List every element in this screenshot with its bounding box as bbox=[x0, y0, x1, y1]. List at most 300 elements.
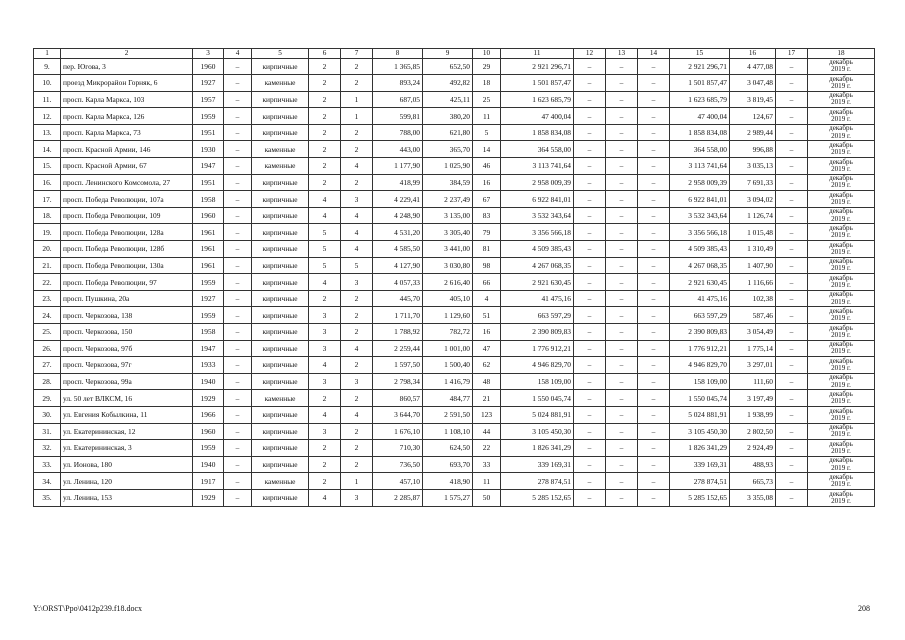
table-cell: просп. Черкозова, 97б bbox=[61, 340, 193, 357]
table-cell: 1927 bbox=[193, 290, 224, 307]
table-cell: – bbox=[574, 174, 606, 191]
table-cell: 1 bbox=[341, 473, 373, 490]
table-cell: 1 776 912,21 bbox=[501, 340, 574, 357]
table-cell: – bbox=[638, 174, 670, 191]
term-year: 2019 г. bbox=[831, 297, 851, 306]
table-cell: 1 858 834,08 bbox=[670, 124, 730, 141]
term-year: 2019 г. bbox=[831, 231, 851, 240]
table-cell: 5 bbox=[309, 224, 341, 241]
table-cell: ул. 50 лет ВЛКСМ, 16 bbox=[61, 390, 193, 407]
table-cell: 278 874,51 bbox=[501, 473, 574, 490]
table-cell: 29. bbox=[34, 390, 61, 407]
table-row bbox=[34, 473, 875, 490]
column-number: 6 bbox=[309, 49, 341, 59]
table-cell: 111,60 bbox=[730, 373, 776, 390]
table-cell: – bbox=[224, 373, 252, 390]
column-number: 9 bbox=[423, 49, 473, 59]
table-cell: 4 509 385,43 bbox=[501, 241, 574, 258]
table-cell: – bbox=[224, 191, 252, 208]
table-cell: 1930 bbox=[193, 141, 224, 158]
table-cell: кирпичные bbox=[252, 307, 309, 324]
column-number: 12 bbox=[574, 49, 606, 59]
column-number: 17 bbox=[776, 49, 808, 59]
table-cell: 3 819,45 bbox=[730, 91, 776, 108]
table-cell: 5 024 881,91 bbox=[670, 406, 730, 423]
table-cell: – bbox=[638, 456, 670, 473]
table-cell: – bbox=[224, 91, 252, 108]
table-cell: 3 035,13 bbox=[730, 158, 776, 175]
table-cell: 2 921 296,71 bbox=[670, 58, 730, 75]
table-cell: 2 bbox=[341, 58, 373, 75]
table-cell: кирпичные bbox=[252, 241, 309, 258]
term-month: декабрь bbox=[829, 240, 853, 249]
table-cell: – bbox=[638, 58, 670, 75]
table-cell: 4 bbox=[341, 340, 373, 357]
table-cell: 41 475,16 bbox=[670, 290, 730, 307]
completion-term-cell bbox=[808, 141, 875, 158]
table-cell: – bbox=[606, 241, 638, 258]
table-cell: 1 826 341,29 bbox=[670, 440, 730, 457]
table-cell: – bbox=[606, 108, 638, 125]
table-cell: 1 bbox=[341, 91, 373, 108]
table-cell: – bbox=[606, 406, 638, 423]
table-cell: – bbox=[574, 207, 606, 224]
table-cell: 1 623 685,79 bbox=[501, 91, 574, 108]
table-cell: – bbox=[638, 141, 670, 158]
table-cell: просп. Победа Революции, 109 bbox=[61, 207, 193, 224]
table-cell: 5 bbox=[309, 257, 341, 274]
table-cell: 339 169,31 bbox=[670, 456, 730, 473]
table-cell: 1958 bbox=[193, 191, 224, 208]
table-cell: – bbox=[776, 207, 808, 224]
column-number: 3 bbox=[193, 49, 224, 59]
table-cell: 17. bbox=[34, 191, 61, 208]
table-cell: 1966 bbox=[193, 406, 224, 423]
table-cell: 893,24 bbox=[373, 75, 423, 92]
table-cell: 2 924,49 bbox=[730, 440, 776, 457]
table-cell: просп. Победа Революции, 97 bbox=[61, 274, 193, 291]
term-year: 2019 г. bbox=[831, 430, 851, 439]
table-cell: – bbox=[224, 440, 252, 457]
table-cell: 33 bbox=[473, 456, 501, 473]
table-cell: 33. bbox=[34, 456, 61, 473]
table-cell: кирпичные bbox=[252, 124, 309, 141]
table-cell: – bbox=[776, 108, 808, 125]
table-cell: – bbox=[776, 406, 808, 423]
table-cell: – bbox=[574, 390, 606, 407]
table-cell: 1959 bbox=[193, 307, 224, 324]
table-cell: 1 310,49 bbox=[730, 241, 776, 258]
table-cell: – bbox=[776, 257, 808, 274]
table-cell: – bbox=[574, 290, 606, 307]
term-month: декабрь bbox=[829, 91, 853, 100]
table-cell: 25. bbox=[34, 324, 61, 341]
table-cell: – bbox=[776, 373, 808, 390]
table-cell: – bbox=[224, 257, 252, 274]
table-cell: 4 509 385,43 bbox=[670, 241, 730, 258]
table-cell: – bbox=[574, 489, 606, 506]
table-cell: – bbox=[574, 340, 606, 357]
table-cell: 19. bbox=[34, 224, 61, 241]
table-cell: – bbox=[638, 75, 670, 92]
table-row bbox=[34, 224, 875, 241]
table-cell: 22. bbox=[34, 274, 61, 291]
completion-term-cell bbox=[808, 489, 875, 506]
table-cell: – bbox=[224, 406, 252, 423]
table-cell: 2 237,49 bbox=[423, 191, 473, 208]
table-cell: 736,50 bbox=[373, 456, 423, 473]
table-cell: – bbox=[638, 290, 670, 307]
table-cell: – bbox=[638, 440, 670, 457]
table-cell: – bbox=[776, 357, 808, 374]
table-cell: 624,50 bbox=[423, 440, 473, 457]
table-cell: 1929 bbox=[193, 390, 224, 407]
table-cell: – bbox=[606, 473, 638, 490]
table-cell: – bbox=[574, 108, 606, 125]
table-cell: 2 bbox=[341, 290, 373, 307]
table-cell: 1917 bbox=[193, 473, 224, 490]
table-cell: – bbox=[638, 373, 670, 390]
table-cell: 1959 bbox=[193, 274, 224, 291]
table-cell: – bbox=[776, 75, 808, 92]
completion-term-cell bbox=[808, 224, 875, 241]
table-cell: 364 558,00 bbox=[670, 141, 730, 158]
table-row bbox=[34, 58, 875, 75]
table-cell: 693,70 bbox=[423, 456, 473, 473]
table-cell: 3 356 566,18 bbox=[670, 224, 730, 241]
table-cell: – bbox=[776, 456, 808, 473]
table-cell: 32. bbox=[34, 440, 61, 457]
table-cell: 27. bbox=[34, 357, 61, 374]
table-cell: 24. bbox=[34, 307, 61, 324]
term-month: декабрь bbox=[829, 58, 853, 67]
table-cell: 4 bbox=[341, 406, 373, 423]
table-cell: – bbox=[224, 174, 252, 191]
table-cell: 1940 bbox=[193, 373, 224, 390]
table-cell: – bbox=[776, 340, 808, 357]
term-month: декабрь bbox=[829, 157, 853, 166]
completion-term-cell bbox=[808, 390, 875, 407]
table-cell: – bbox=[638, 274, 670, 291]
table-cell: – bbox=[638, 324, 670, 341]
term-year: 2019 г. bbox=[831, 281, 851, 290]
table-cell: 3 135,00 bbox=[423, 207, 473, 224]
completion-term-cell bbox=[808, 357, 875, 374]
completion-term-cell bbox=[808, 324, 875, 341]
table-cell: 1 001,00 bbox=[423, 340, 473, 357]
table-cell: 1960 bbox=[193, 207, 224, 224]
column-number: 11 bbox=[501, 49, 574, 59]
table-cell: – bbox=[776, 473, 808, 490]
table-cell: – bbox=[638, 241, 670, 258]
table-cell: каменные bbox=[252, 158, 309, 175]
table-cell: – bbox=[224, 473, 252, 490]
table-cell: 83 bbox=[473, 207, 501, 224]
table-cell: 4 248,90 bbox=[373, 207, 423, 224]
table-cell: 3 441,00 bbox=[423, 241, 473, 258]
table-cell: 1951 bbox=[193, 174, 224, 191]
table-cell: 2 bbox=[309, 75, 341, 92]
table-cell: 1 788,92 bbox=[373, 324, 423, 341]
completion-term-cell bbox=[808, 58, 875, 75]
table-cell: кирпичные bbox=[252, 340, 309, 357]
table-cell: 4 267 068,35 bbox=[670, 257, 730, 274]
completion-term-cell bbox=[808, 257, 875, 274]
table-cell: 81 bbox=[473, 241, 501, 258]
table-cell: 1927 bbox=[193, 75, 224, 92]
table-cell: – bbox=[224, 324, 252, 341]
completion-term-cell bbox=[808, 124, 875, 141]
table-cell: 3 030,80 bbox=[423, 257, 473, 274]
table-cell: 44 bbox=[473, 423, 501, 440]
table-cell: 599,81 bbox=[373, 108, 423, 125]
table-cell: 1951 bbox=[193, 124, 224, 141]
table-cell: 687,05 bbox=[373, 91, 423, 108]
table-row bbox=[34, 274, 875, 291]
table-cell: 6 922 841,01 bbox=[501, 191, 574, 208]
table-cell: – bbox=[606, 158, 638, 175]
table-cell: каменные bbox=[252, 75, 309, 92]
table-cell: – bbox=[574, 124, 606, 141]
table-cell: 2 bbox=[309, 440, 341, 457]
table-cell: ул. Ленина, 153 bbox=[61, 489, 193, 506]
table-cell: 5 bbox=[341, 257, 373, 274]
table-cell: 1961 bbox=[193, 241, 224, 258]
term-month: декабрь bbox=[829, 190, 853, 199]
table-cell: – bbox=[638, 124, 670, 141]
table-cell: 380,20 bbox=[423, 108, 473, 125]
completion-term-cell bbox=[808, 75, 875, 92]
table-cell: – bbox=[574, 440, 606, 457]
term-month: декабрь bbox=[829, 456, 853, 465]
table-cell: – bbox=[224, 75, 252, 92]
table-cell: ул. Екатерининская, 12 bbox=[61, 423, 193, 440]
term-month: декабрь bbox=[829, 340, 853, 349]
table-cell: 4 bbox=[341, 224, 373, 241]
table-cell: 4 946 829,70 bbox=[501, 357, 574, 374]
table-cell: 5 bbox=[473, 124, 501, 141]
table-cell: 102,38 bbox=[730, 290, 776, 307]
table-cell: 1929 bbox=[193, 489, 224, 506]
table-cell: 22 bbox=[473, 440, 501, 457]
table-row bbox=[34, 390, 875, 407]
term-month: декабрь bbox=[829, 124, 853, 133]
term-month: декабрь bbox=[829, 174, 853, 183]
table-cell: 3 644,70 bbox=[373, 406, 423, 423]
table-cell: 3 532 343,64 bbox=[501, 207, 574, 224]
page-number: 208 bbox=[858, 604, 870, 613]
term-year: 2019 г. bbox=[831, 314, 851, 323]
column-number: 13 bbox=[606, 49, 638, 59]
table-row bbox=[34, 75, 875, 92]
table-cell: кирпичные bbox=[252, 91, 309, 108]
term-year: 2019 г. bbox=[831, 480, 851, 489]
table-row bbox=[34, 174, 875, 191]
completion-term-cell bbox=[808, 406, 875, 423]
table-cell: 66 bbox=[473, 274, 501, 291]
column-number: 7 bbox=[341, 49, 373, 59]
table-cell: – bbox=[776, 124, 808, 141]
term-year: 2019 г. bbox=[831, 181, 851, 190]
completion-term-cell bbox=[808, 340, 875, 357]
table-cell: 4 267 068,35 bbox=[501, 257, 574, 274]
table-cell: – bbox=[776, 307, 808, 324]
table-cell: – bbox=[638, 357, 670, 374]
table-cell: – bbox=[224, 241, 252, 258]
table-cell: 124,67 bbox=[730, 108, 776, 125]
table-cell: кирпичные bbox=[252, 423, 309, 440]
completion-term-cell bbox=[808, 307, 875, 324]
table-cell: 3 113 741,64 bbox=[670, 158, 730, 175]
table-cell: 384,59 bbox=[423, 174, 473, 191]
table-cell: 3 113 741,64 bbox=[501, 158, 574, 175]
table-cell: – bbox=[606, 91, 638, 108]
table-cell: 484,77 bbox=[423, 390, 473, 407]
table-cell: – bbox=[574, 473, 606, 490]
table-cell: 30. bbox=[34, 406, 61, 423]
table-cell: – bbox=[776, 174, 808, 191]
table-cell: – bbox=[638, 158, 670, 175]
table-cell: 1 623 685,79 bbox=[670, 91, 730, 108]
table-cell: 1 126,74 bbox=[730, 207, 776, 224]
table-cell: 782,72 bbox=[423, 324, 473, 341]
table-cell: 9. bbox=[34, 58, 61, 75]
table-cell: 1959 bbox=[193, 108, 224, 125]
table-cell: 2 390 809,83 bbox=[501, 324, 574, 341]
table-cell: – bbox=[606, 489, 638, 506]
table-cell: 5 bbox=[309, 241, 341, 258]
term-month: декабрь bbox=[829, 107, 853, 116]
column-number: 1 bbox=[34, 49, 61, 59]
table-row bbox=[34, 158, 875, 175]
table-cell: – bbox=[638, 191, 670, 208]
term-month: декабрь bbox=[829, 406, 853, 415]
table-cell: кирпичные bbox=[252, 174, 309, 191]
table-cell: – bbox=[638, 257, 670, 274]
table-cell: 587,46 bbox=[730, 307, 776, 324]
table-cell: – bbox=[606, 124, 638, 141]
table-cell: 2 616,40 bbox=[423, 274, 473, 291]
term-year: 2019 г. bbox=[831, 98, 851, 107]
table-cell: 1958 bbox=[193, 324, 224, 341]
table-cell: 2 921 630,45 bbox=[501, 274, 574, 291]
table-cell: 11 bbox=[473, 108, 501, 125]
completion-term-cell bbox=[808, 174, 875, 191]
table-cell: 2 bbox=[341, 423, 373, 440]
table-cell: 2 bbox=[341, 440, 373, 457]
table-body bbox=[34, 49, 875, 507]
table-cell: 2 285,87 bbox=[373, 489, 423, 506]
table-cell: 2 798,34 bbox=[373, 373, 423, 390]
table-cell: – bbox=[574, 224, 606, 241]
table-cell: 2 bbox=[309, 473, 341, 490]
table-cell: – bbox=[638, 91, 670, 108]
term-year: 2019 г. bbox=[831, 247, 851, 256]
table-cell: 14. bbox=[34, 141, 61, 158]
completion-term-cell bbox=[808, 91, 875, 108]
table-cell: 621,80 bbox=[423, 124, 473, 141]
term-year: 2019 г. bbox=[831, 164, 851, 173]
table-cell: кирпичные bbox=[252, 373, 309, 390]
table-cell: 11. bbox=[34, 91, 61, 108]
table-cell: – bbox=[574, 191, 606, 208]
table-cell: 4 229,41 bbox=[373, 191, 423, 208]
term-year: 2019 г. bbox=[831, 131, 851, 140]
table-cell: каменные bbox=[252, 141, 309, 158]
table-cell: 158 109,00 bbox=[501, 373, 574, 390]
table-cell: 7 691,33 bbox=[730, 174, 776, 191]
table-cell: – bbox=[776, 224, 808, 241]
table-cell: 3 bbox=[309, 373, 341, 390]
table-cell: 2 bbox=[341, 456, 373, 473]
table-cell: кирпичные bbox=[252, 257, 309, 274]
table-cell: – bbox=[574, 406, 606, 423]
table-cell: кирпичные bbox=[252, 456, 309, 473]
term-year: 2019 г. bbox=[831, 330, 851, 339]
table-cell: 1 365,85 bbox=[373, 58, 423, 75]
table-cell: – bbox=[574, 373, 606, 390]
table-cell: – bbox=[606, 456, 638, 473]
table-cell: – bbox=[224, 307, 252, 324]
table-cell: – bbox=[638, 473, 670, 490]
completion-term-cell bbox=[808, 274, 875, 291]
table-cell: 2 bbox=[309, 124, 341, 141]
term-year: 2019 г. bbox=[831, 496, 851, 505]
table-cell: просп. Черкозова, 150 bbox=[61, 324, 193, 341]
table-cell: 3 305,40 bbox=[423, 224, 473, 241]
table-cell: 4 bbox=[309, 489, 341, 506]
table-cell: 2 bbox=[341, 357, 373, 374]
table-cell: 2 bbox=[309, 390, 341, 407]
table-row bbox=[34, 290, 875, 307]
completion-term-cell bbox=[808, 423, 875, 440]
table-cell: 35. bbox=[34, 489, 61, 506]
term-year: 2019 г. bbox=[831, 148, 851, 157]
table-row bbox=[34, 406, 875, 423]
table-cell: просп. Победа Революции, 107а bbox=[61, 191, 193, 208]
table-cell: – bbox=[224, 357, 252, 374]
table-cell: 51 bbox=[473, 307, 501, 324]
table-cell: просп. Победа Революции, 130а bbox=[61, 257, 193, 274]
table-row bbox=[34, 141, 875, 158]
column-number: 16 bbox=[730, 49, 776, 59]
term-year: 2019 г. bbox=[831, 65, 851, 74]
term-month: декабрь bbox=[829, 439, 853, 448]
table-cell: 1 416,79 bbox=[423, 373, 473, 390]
table-cell: пер. Югова, 3 bbox=[61, 58, 193, 75]
table-cell: 4 bbox=[309, 207, 341, 224]
table-cell: 1 938,99 bbox=[730, 406, 776, 423]
term-year: 2019 г. bbox=[831, 264, 851, 273]
table-cell: 3 054,49 bbox=[730, 324, 776, 341]
table-cell: 418,90 bbox=[423, 473, 473, 490]
table-cell: 2 bbox=[309, 174, 341, 191]
table-cell: просп. Карла Маркса, 103 bbox=[61, 91, 193, 108]
table-cell: 4 bbox=[341, 241, 373, 258]
table-cell: 18. bbox=[34, 207, 61, 224]
table-cell: 1960 bbox=[193, 58, 224, 75]
table-cell: 12. bbox=[34, 108, 61, 125]
table-cell: – bbox=[776, 191, 808, 208]
table-cell: – bbox=[776, 290, 808, 307]
table-cell: 3 105 450,30 bbox=[670, 423, 730, 440]
table-cell: 996,88 bbox=[730, 141, 776, 158]
term-year: 2019 г. bbox=[831, 463, 851, 472]
table-cell: – bbox=[776, 274, 808, 291]
table-cell: кирпичные bbox=[252, 440, 309, 457]
term-year: 2019 г. bbox=[831, 413, 851, 422]
table-cell: 652,50 bbox=[423, 58, 473, 75]
